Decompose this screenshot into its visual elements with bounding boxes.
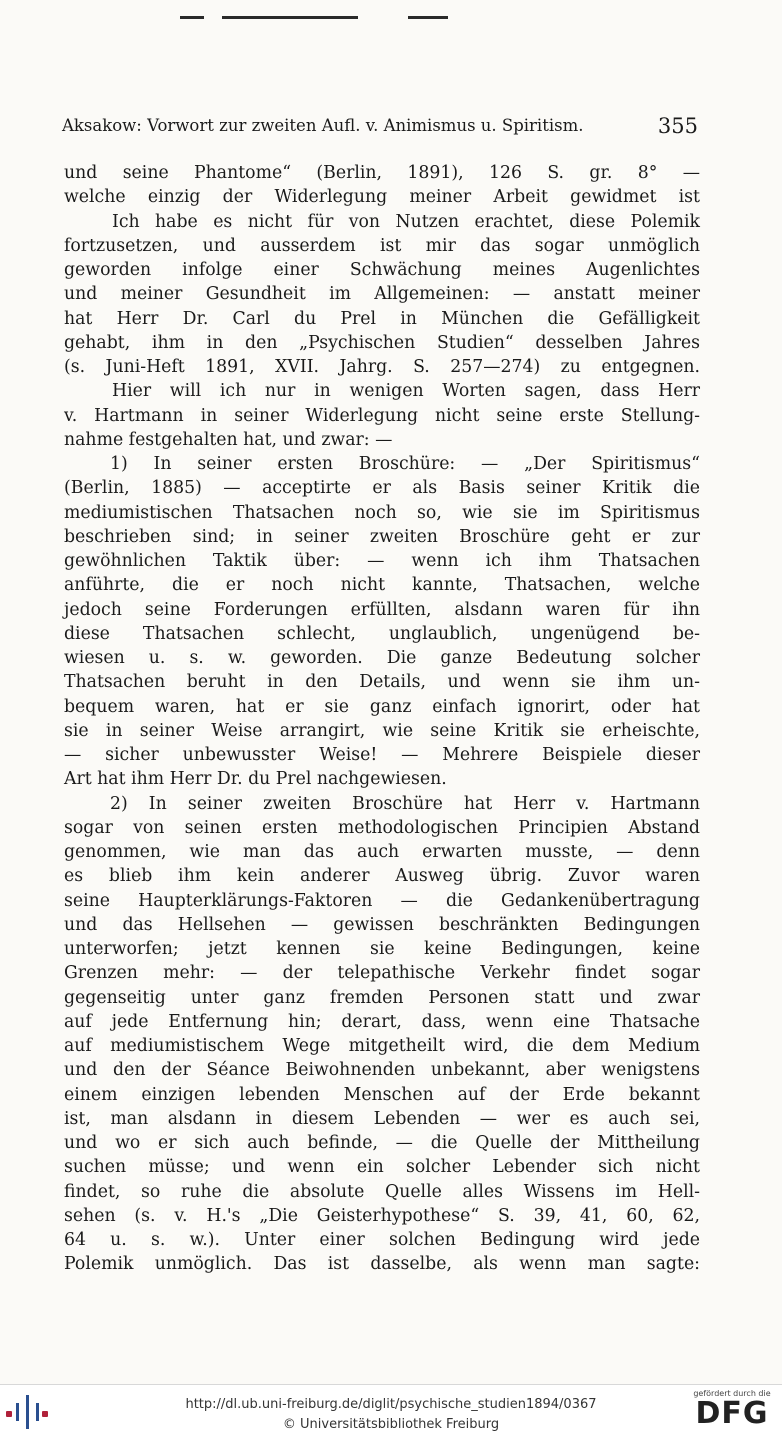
text-line: jedoch seine Forderungen erfüllten, alsdann waren für ihn	[64, 599, 700, 620]
text-line: (Berlin, 1885) — acceptirte er als Basis seiner Kritik die	[64, 478, 700, 499]
text-line: auf mediumistischem Wege mitgetheilt wird, die dem Medium	[64, 1036, 700, 1056]
text-line: sie in seiner Weise arrangirt, wie seine Kritik sie erheischte,	[64, 720, 700, 741]
top-rule	[222, 16, 358, 19]
text-line: v. Hartmann in seiner Widerlegung nicht seine erste Stellung-	[64, 405, 700, 426]
text-line: Hier will ich nur in wenigen Worten sagen, dass Herr	[112, 381, 700, 402]
top-rule	[180, 16, 204, 19]
text-line: findet, so ruhe die absolute Quelle alles Wissens im Hell-	[64, 1181, 700, 1202]
running-title: Aksakow: Vorwort zur zweiten Aufl. v. Animismus u. Spiritism.	[62, 116, 584, 135]
text-line: 1) In seiner ersten Broschüre: — „Der Spiritismus“	[110, 454, 700, 474]
text-line: gegenseitig unter ganz fremden Personen statt und zwar	[64, 987, 700, 1008]
text-line: Thatsachen beruht in den Details, und wenn sie ihm un-	[64, 672, 700, 693]
text-line: diese Thatsachen schlecht, unglaublich, ungenügend be-	[64, 623, 700, 644]
text-line: Art hat ihm Herr Dr. du Prel nachgewiesen.	[64, 769, 447, 790]
text-line: ist, man alsdann in diesem Lebenden — wer es auch sei,	[64, 1108, 700, 1129]
text-line: geworden infolge einer Schwächung meines Augenlichtes	[64, 260, 700, 280]
text-line: fortzusetzen, und ausserdem ist mir das sogar unmöglich	[64, 235, 700, 256]
text-line: hat Herr Dr. Carl du Prel in München die Gefälligkeit	[64, 308, 700, 329]
text-line: Ich habe es nicht für von Nutzen erachtet, diese Polemik	[112, 211, 700, 232]
text-line: einem einzigen lebenden Menschen auf der Erde bekannt	[64, 1084, 700, 1105]
text-line: und den der Séance Beiwohnenden unbekannt, aber wenigstens	[64, 1060, 700, 1081]
text-line: 2) In seiner zweiten Broschüre hat Herr v. Hartmann	[110, 793, 700, 814]
text-line: suchen müsse; und wenn ein solcher Lebender sich nicht	[64, 1157, 700, 1178]
text-line: anführte, die er noch nicht kannte, Thatsachen, welche	[64, 575, 700, 596]
text-line: bequem waren, hat er sie ganz einfach ignorirt, oder hat	[64, 696, 700, 717]
dfg-logo-icon	[692, 1389, 772, 1435]
text-line: genommen, wie man das auch erwarten musste, — denn	[64, 842, 700, 862]
text-line: sehen (s. v. H.'s „Die Geisterhypothese“ S. 39, 41, 60, 62,	[64, 1205, 700, 1226]
text-line: Grenzen mehr: — der telepathische Verkehr findet sogar	[64, 963, 700, 984]
body-text	[64, 161, 700, 1277]
text-line: welche einzig der Widerlegung meiner Arbeit gewidmet ist	[64, 187, 700, 208]
text-line: und das Hellsehen — gewissen beschränkten Bedingungen	[64, 914, 700, 935]
text-line: — sicher unbewusster Weise! — Mehrere Beispiele dieser	[64, 745, 700, 765]
text-line: sogar von seinen ersten methodologischen Principien Abstand	[64, 817, 700, 838]
text-line: unterworfen; jetzt kennen sie keine Bedingungen, keine	[64, 939, 700, 959]
viewer-footer	[0, 1384, 782, 1441]
text-line: und meiner Gesundheit im Allgemeinen: — anstatt meiner	[64, 284, 700, 305]
dfg-wordmark: DFG	[695, 1396, 769, 1431]
text-line: wiesen u. s. w. geworden. Die ganze Bedeutung solcher	[64, 648, 700, 668]
text-line: beschrieben sind; in seiner zweiten Broschüre geht er zur	[64, 526, 700, 547]
text-line: auf jede Entfernung hin; derart, dass, wenn eine Thatsache	[64, 1011, 700, 1032]
dfg-caption: gefördert durch die	[693, 1389, 771, 1398]
text-line: (s. Juni-Heft 1891, XVII. Jahrg. S. 257—274) zu entgegnen.	[64, 357, 700, 377]
top-rule	[408, 16, 448, 19]
text-line: es blieb ihm kein anderer Ausweg übrig. Zuvor waren	[64, 866, 700, 887]
text-line: 64 u. s. w.). Unter einer solchen Bedingung wird jede	[64, 1230, 700, 1250]
copyright-notice: © Universitätsbibliothek Freiburg	[282, 1417, 500, 1432]
source-url[interactable]: http://dl.ub.uni-freiburg.de/diglit/psychische_studien1894/0367	[185, 1397, 597, 1412]
text-line: gehabt, ihm in den „Psychischen Studien“ desselben Jahres	[64, 332, 700, 353]
text-line: und seine Phantome“ (Berlin, 1891), 126 S. gr. 8° —	[64, 163, 700, 183]
text-line: Polemik unmöglich. Das ist dasselbe, als wenn man sagte:	[64, 1254, 700, 1275]
text-line: und wo er sich auch befinde, — die Quelle der Mittheilung	[64, 1133, 700, 1153]
text-line: mediumistischen Thatsachen noch so, wie sie im Spiritismus	[64, 502, 700, 523]
text-line: seine Haupterklärungs-Faktoren — die Gedankenübertragung	[64, 890, 700, 911]
page-number: 355	[657, 114, 698, 138]
text-line: gewöhnlichen Taktik über: — wenn ich ihm Thatsachen	[64, 551, 700, 571]
text-line: nahme festgehalten hat, und zwar: —	[64, 429, 393, 450]
